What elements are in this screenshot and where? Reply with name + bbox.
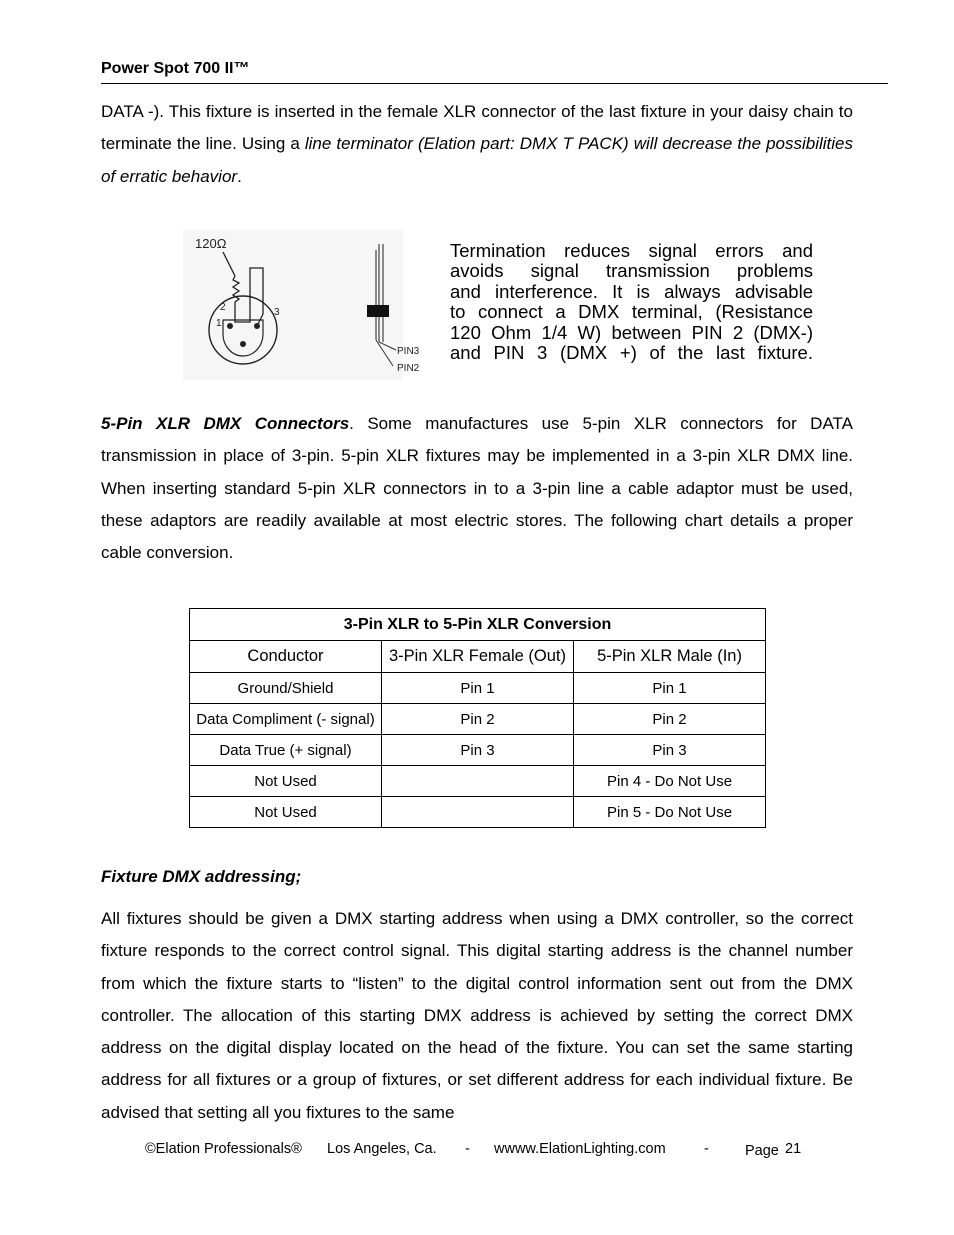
table-cell: Data True (+ signal) bbox=[190, 735, 382, 766]
table-row bbox=[190, 766, 766, 797]
caption-line: and PIN 3 (DMX +) of the last fixture. bbox=[450, 342, 813, 364]
table-title: 3-Pin XLR to 5-Pin XLR Conversion bbox=[190, 609, 766, 641]
caption-line: avoids signal transmission problems bbox=[450, 260, 813, 282]
table-cell: Not Used bbox=[190, 766, 382, 797]
paragraph-end: . bbox=[237, 166, 242, 186]
caption-line: Termination reduces signal errors and bbox=[450, 240, 813, 261]
xlr-pin-icon bbox=[240, 341, 246, 347]
page-header-title: Power Spot 700 II™ bbox=[101, 60, 250, 77]
table-cell: Pin 3 bbox=[574, 735, 766, 766]
table-cell: Pin 5 - Do Not Use bbox=[574, 797, 766, 828]
pin-number-label: 3 bbox=[274, 307, 280, 318]
pin3-label: PIN3 bbox=[397, 346, 420, 357]
resistor-label: 120Ω bbox=[195, 236, 227, 251]
table-cell: Pin 1 bbox=[382, 673, 574, 704]
column-header: 5-Pin XLR Male (In) bbox=[574, 641, 766, 673]
table-cell: Pin 3 bbox=[382, 735, 574, 766]
xlr-pin-icon bbox=[227, 323, 233, 329]
section-heading: Fixture DMX addressing; bbox=[101, 867, 302, 886]
table-row bbox=[190, 797, 766, 828]
pin2-label: PIN2 bbox=[397, 363, 420, 374]
table-cell: Pin 1 bbox=[574, 673, 766, 704]
header-divider bbox=[101, 83, 888, 84]
table-cell: Pin 2 bbox=[382, 704, 574, 735]
pin-number-label: 1 bbox=[216, 318, 222, 329]
section-lead-title: 5-Pin XLR DMX Connectors bbox=[101, 414, 350, 433]
paragraph-text: DATA -). This fixture is inserted in the female XLR connector of the last fixture in your daisy chain to terminate the line. Using a bbox=[101, 102, 853, 154]
table-title-row bbox=[190, 609, 766, 641]
paragraph-dmx-addressing: All fixtures should be given a DMX starting address when using a DMX controller, so the correct fixture responds to the correct control signal. This digital starting address is the channel number from which the fixture starts to “listen” to the digital control information sent out from the DMX controller. The allocation of this starting DMX address is achieved by setting the correct DMX address on the digital display located on the head of the fixture. You can set the same starting address for all fixtures or a group of fixtures, or set different address for each individual fixture. Be advised that setting all you fixtures to the same bbox=[101, 909, 853, 1122]
table-row bbox=[190, 735, 766, 766]
footer-copyright: ©Elation Professionals® bbox=[145, 1141, 302, 1157]
paragraph-text: . Some manufactures use 5-pin XLR connectors for DATA transmission in place of 3-pin. 5-pin XLR fixtures may be implemented in a 3-pin XLR DMX line. When inserting standard 5-pin XLR connectors in to a 3-pin line a cable adaptor must be used, these adaptors are readily available at most electric stores. The following chart details a proper cable conversion. bbox=[101, 414, 853, 563]
footer-separator: - bbox=[465, 1141, 470, 1157]
table-cell: Not Used bbox=[190, 797, 382, 828]
paragraph-italic-text: line terminator (Elation part: DMX T PACK) will decrease the possibilities of erratic behavior bbox=[101, 134, 853, 186]
table-cell: Pin 2 bbox=[574, 704, 766, 735]
table-cell: Pin 4 - Do Not Use bbox=[574, 766, 766, 797]
pin-number-label: 2 bbox=[220, 302, 226, 313]
caption-line: to connect a DMX terminal, (Resistance bbox=[450, 301, 813, 323]
footer-page-number: 21 bbox=[785, 1141, 802, 1157]
table-row bbox=[190, 704, 766, 735]
footer-location: Los Angeles, Ca. bbox=[327, 1141, 437, 1157]
termination-caption bbox=[450, 241, 813, 363]
table-cell bbox=[382, 766, 574, 797]
paragraph-termination bbox=[101, 96, 853, 193]
footer-separator: - bbox=[704, 1141, 709, 1157]
column-header: 3-Pin XLR Female (Out) bbox=[382, 641, 574, 673]
table-header-row bbox=[190, 641, 766, 673]
footer-website-link[interactable]: wwww.ElationLighting.com bbox=[494, 1141, 666, 1157]
caption-line: 120 Ohm 1/4 W) between PIN 2 (DMX-) bbox=[450, 321, 813, 343]
table-row bbox=[190, 673, 766, 704]
caption-line: and interference. It is always advisable bbox=[450, 280, 813, 302]
column-header: Conductor bbox=[190, 641, 382, 673]
conversion-table bbox=[189, 608, 766, 828]
table-cell: Data Compliment (- signal) bbox=[190, 704, 382, 735]
footer-page-label: Page bbox=[745, 1143, 779, 1159]
paragraph-5pin bbox=[101, 408, 853, 569]
table-cell bbox=[382, 797, 574, 828]
terminator-body-icon bbox=[367, 305, 389, 317]
table-cell: Ground/Shield bbox=[190, 673, 382, 704]
xlr-pin-icon bbox=[254, 323, 260, 329]
